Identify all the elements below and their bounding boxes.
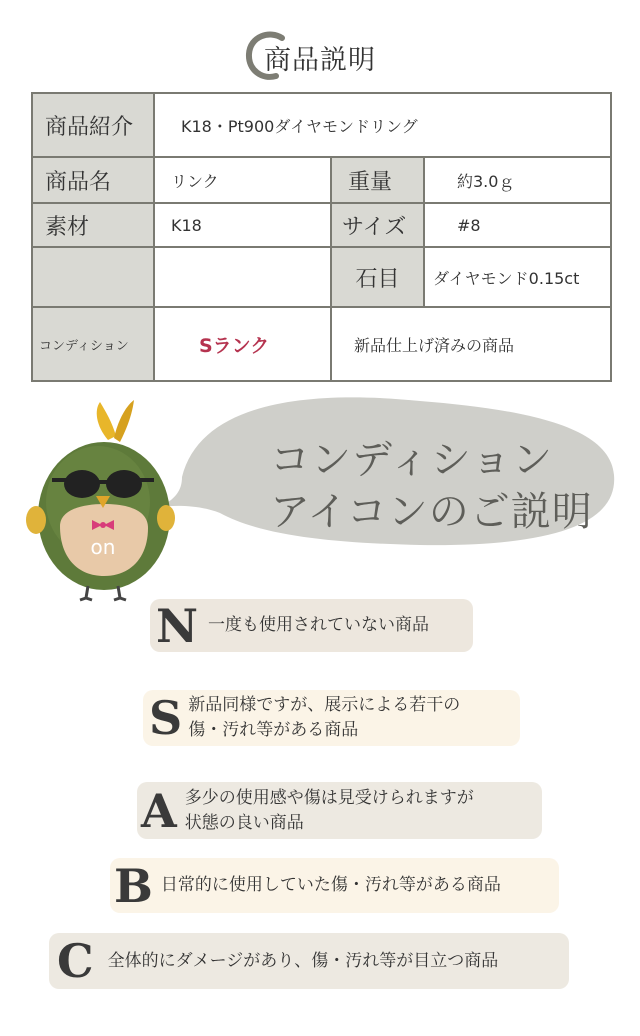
empty-value-cell	[154, 247, 331, 307]
mascot-badge-text: on	[90, 535, 116, 559]
condition-note: 新品仕上げ済みの商品	[331, 307, 611, 381]
condition-label: コンディション	[32, 307, 154, 381]
condition-description-line2: 状態の良い商品	[184, 812, 304, 833]
size-label: サイズ	[331, 203, 424, 247]
condition-description-line2: 傷・汚れ等がある商品	[188, 720, 359, 740]
name-value: リンク	[154, 157, 331, 203]
condition-description	[188, 693, 460, 742]
stone-value: ダイヤモンド0.15ct	[424, 247, 611, 307]
condition-item-n	[150, 599, 473, 652]
condition-description-line1: 多少の使用感や傷は見受けられますが	[184, 787, 474, 808]
condition-item-b	[110, 858, 559, 913]
table-row	[32, 203, 611, 247]
table-row	[32, 247, 611, 307]
condition-rank: Sランク	[154, 307, 331, 381]
header	[0, 24, 640, 84]
condition-item-s	[143, 690, 520, 746]
bubble-heading-line2: アイコンのご説明	[270, 489, 593, 535]
table-row	[32, 307, 611, 381]
weight-value: 約3.0ｇ	[424, 157, 611, 203]
name-label: 商品名	[32, 157, 154, 203]
size-value: #8	[424, 203, 611, 247]
table-row	[32, 157, 611, 203]
page-title: 商品説明	[264, 45, 376, 76]
condition-item-a	[137, 782, 542, 839]
spec-table	[31, 92, 612, 382]
condition-description	[185, 786, 474, 835]
condition-letter: N	[156, 598, 199, 653]
stone-label: 石目	[331, 247, 424, 307]
introduction-label: 商品紹介	[32, 93, 154, 157]
weight-label: 重量	[331, 157, 424, 203]
condition-description: 一度も使用されていない商品	[208, 615, 430, 636]
condition-description: 全体的にダメージがあり、傷・汚れ等が目立つ商品	[107, 950, 499, 971]
material-value: K18	[154, 203, 331, 247]
material-label: 素材	[32, 203, 154, 247]
condition-letter: C	[57, 934, 94, 988]
bubble-heading-line1: コンディション	[270, 437, 553, 483]
condition-item-c	[49, 933, 569, 989]
condition-description: 日常的に使用していた傷・汚れ等がある商品	[160, 875, 501, 896]
table-row	[32, 93, 611, 157]
condition-letter: A	[141, 783, 177, 838]
empty-label-cell	[32, 247, 154, 307]
condition-description-line1: 新品同様ですが、展示による若干の	[188, 695, 461, 716]
condition-letter: B	[114, 858, 153, 913]
introduction-value: K18・Pt900ダイヤモンドリング	[154, 93, 611, 157]
condition-letter: S	[149, 691, 183, 745]
mascot-bird-icon	[22, 398, 182, 603]
